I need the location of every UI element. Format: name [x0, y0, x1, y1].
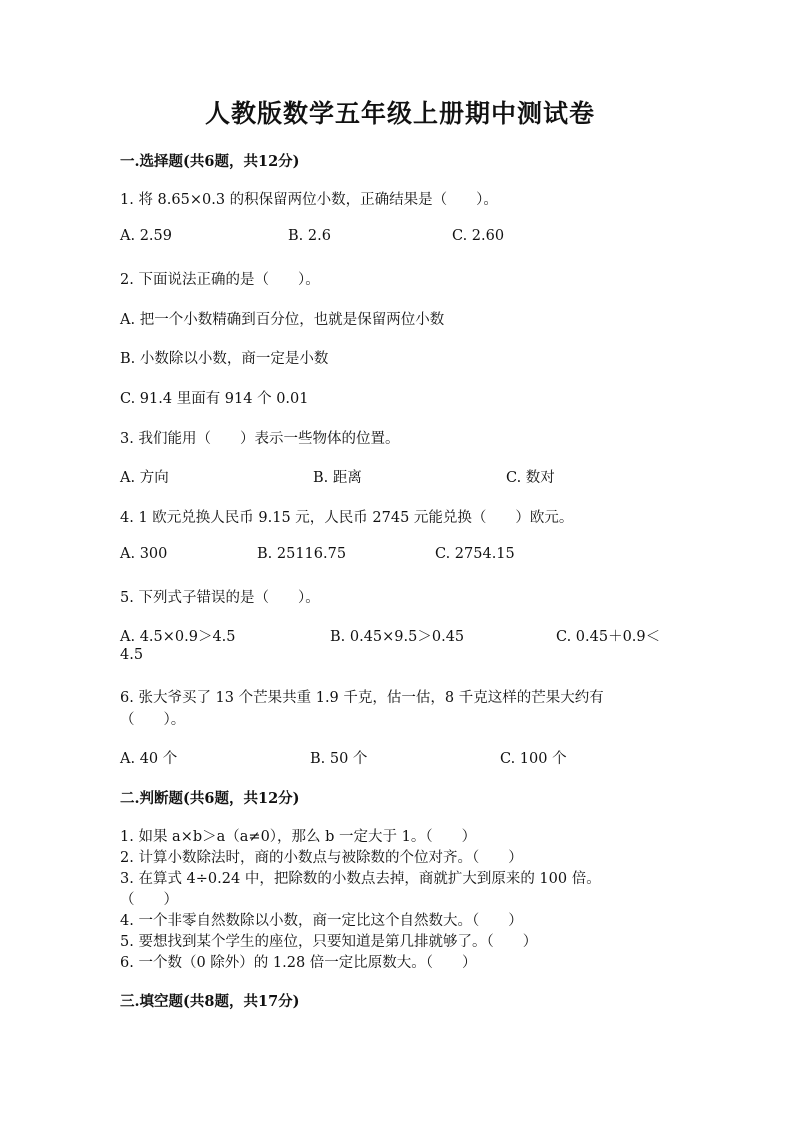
judge-item: 1. 如果 a×b＞a（a≠0），那么 b 一定大于 1。（ ） — [120, 829, 477, 845]
q2-option-a: A. 把一个小数精确到百分位，也就是保留两位小数 — [120, 312, 445, 328]
question-4: 4. 1 欧元兑换人民币 9.15 元，人民币 2745 元能兑换（ ）欧元。 — [120, 510, 574, 526]
judge-item: 6. 一个数（0 除外）的 1.28 倍一定比原数大。（ ） — [120, 955, 477, 971]
question-6: 6. 张大爷买了 13 个芒果共重 1.9 千克，估一估，8 千克这样的芒果大约有 — [120, 690, 604, 706]
judge-item: 2. 计算小数除法时，商的小数点与被除数的个位对齐。（ ） — [120, 850, 523, 866]
judge-item-continued: （ ） — [120, 892, 178, 908]
q5-option-c-continued: 4.5 — [120, 647, 144, 663]
q1-option-b: B. 2.6 — [288, 228, 331, 244]
judge-item: 5. 要想找到某个学生的座位，只要知道是第几排就够了。（ ） — [120, 934, 538, 950]
q1-option-c: C. 2.60 — [452, 228, 505, 244]
judge-item: 4. 一个非零自然数除以小数，商一定比这个自然数大。（ ） — [120, 913, 523, 929]
judge-item: 3. 在算式 4÷0.24 中，把除数的小数点去掉，商就扩大到原来的 100 倍。 — [120, 871, 601, 887]
q4-option-c: C. 2754.15 — [435, 546, 515, 562]
section3-heading: 三.填空题(共8题，共17分) — [120, 993, 300, 1010]
q6-option-b: B. 50 个 — [310, 751, 368, 767]
q5-option-c: C. 0.45＋0.9＜ — [556, 629, 661, 645]
q2-option-b: B. 小数除以小数，商一定是小数 — [120, 351, 329, 367]
question-1: 1. 将 8.65×0.3 的积保留两位小数，正确结果是（ ）。 — [120, 192, 498, 208]
q5-option-b: B. 0.45×9.5＞0.45 — [330, 629, 465, 645]
q6-option-a: A. 40 个 — [120, 751, 178, 767]
question-2: 2. 下面说法正确的是（ ）。 — [120, 272, 320, 288]
q3-option-c: C. 数对 — [506, 470, 555, 486]
q4-option-a: A. 300 — [120, 546, 168, 562]
q5-option-a: A. 4.5×0.9＞4.5 — [120, 629, 236, 645]
section1-heading: 一.选择题(共6题，共12分) — [120, 153, 300, 170]
section2-heading: 二.判断题(共6题，共12分) — [120, 790, 300, 807]
question-3: 3. 我们能用（ ）表示一些物体的位置。 — [120, 431, 400, 447]
q4-option-b: B. 25116.75 — [257, 546, 347, 562]
q6-option-c: C. 100 个 — [500, 751, 567, 767]
question-6-continued: （ ）。 — [120, 712, 186, 728]
q3-option-a: A. 方向 — [120, 470, 169, 486]
q3-option-b: B. 距离 — [313, 470, 362, 486]
q2-option-c: C. 91.4 里面有 914 个 0.01 — [120, 391, 309, 407]
question-5: 5. 下列式子错误的是（ ）。 — [120, 590, 320, 606]
page-title: 人教版数学五年级上册期中测试卷 — [204, 99, 595, 128]
q1-option-a: A. 2.59 — [120, 228, 172, 244]
